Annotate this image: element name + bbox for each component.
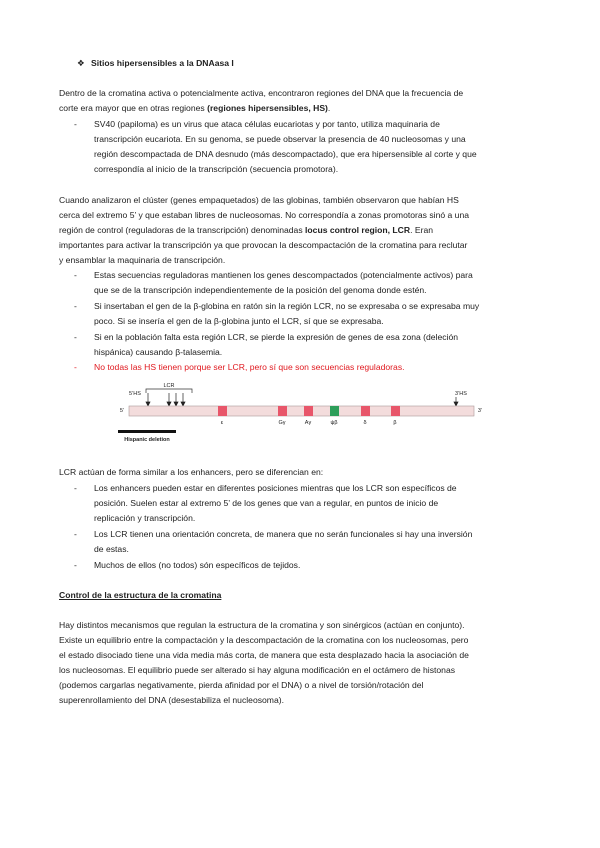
gene-label: ε	[220, 420, 224, 426]
list-item-line-highlighted: No todas las HS tienen porque ser LCR, pero sí que son secuencias reguladoras.	[94, 362, 405, 372]
chromosome-bar	[129, 406, 474, 416]
hs5-label: 5’HS	[129, 391, 141, 397]
dash-bullet: -	[74, 119, 77, 129]
list-item-line: Si en la población falta esta región LCR, se pierde la expresión de genes de esa zona (deleción	[94, 332, 459, 342]
list-item-line: de estas.	[94, 544, 129, 554]
hispanic-deletion-bar	[118, 430, 176, 433]
dash-bullet: -	[74, 301, 77, 311]
lcr-label: LCR	[163, 383, 175, 389]
gene-label: Gγ	[278, 420, 286, 426]
diamond-bullet-icon: ❖	[77, 58, 85, 68]
dash-bullet: -	[74, 529, 77, 539]
list-item-line: replicación y transcripción.	[94, 513, 196, 523]
lcr-bracket	[146, 389, 192, 393]
gene-beta	[391, 406, 400, 416]
gene-g-gamma	[278, 406, 287, 416]
paragraph-line: Cuando analizaron el clúster (genes empaquetados) de las globinas, también observaron que habían HS	[59, 195, 459, 205]
dash-bullet: -	[74, 560, 77, 570]
paragraph-line: Hay distintos mecanismos que regulan la estructura de la cromatina y son sinérgicos (actúan en conjunto).	[59, 620, 465, 630]
gene-epsilon	[218, 406, 227, 416]
paragraph-line: corte era mayor que en otras regiones (regiones hipersensibles, HS).	[59, 103, 331, 113]
section-heading: Sitios hipersensibles a la DNAasa I	[91, 58, 234, 68]
dash-bullet: -	[74, 270, 77, 280]
section-heading: Control de la estructura de la cromatina	[59, 590, 222, 600]
gene-label: δ	[363, 420, 367, 426]
dash-bullet: -	[74, 483, 77, 493]
dash-bullet: -	[74, 362, 77, 372]
paragraph-line: y ensamblar la maquinaria de transcripción.	[59, 255, 226, 265]
gene-a-gamma	[304, 406, 313, 416]
paragraph-line: (podemos cargarlas negativamente, pierda afinidad por el DNA) o a nivel de torsión/rotación del	[59, 680, 424, 690]
list-item-line: transcripción eucariota. En su genoma, se puede observar la presencia de 40 nucleosomas y una	[94, 134, 466, 144]
paragraph-line: LCR actúan de forma similar a los enhancers, pero se diferencian en:	[59, 467, 324, 477]
list-item-line: Muchos de ellos (no todos) són específicos de tejidos.	[94, 560, 301, 570]
gene-label: Aγ	[304, 420, 312, 426]
list-item-line: Los enhancers pueden estar en diferentes posiciones mientras que los LCR son específicos de	[94, 483, 457, 493]
list-item-line: que se de la transcripción independientemente de la posición del genoma donde estén.	[94, 285, 427, 295]
list-item-line: posición. Suelen estar al extremo 5’ de los genes que van a regular, en puntos de inicio de	[94, 498, 439, 508]
hispanic-deletion-label: Hispanic deletion	[124, 437, 170, 443]
gene-delta	[361, 406, 370, 416]
globin-locus-diagram	[110, 380, 500, 444]
dash-bullet: -	[74, 332, 77, 342]
paragraph-line: importantes para activar la transcripción ya que provocan la descompactación de la cromatina para reclutar	[59, 240, 468, 250]
list-item-line: SV40 (papiloma) es un virus que ataca células eucariotas y por tanto, utiliza maquinaria de	[94, 119, 440, 129]
paragraph-line: cerca del extremo 5’ y que estaban libres de nucleosomas. No correspondía a zonas promotoras sinó a una	[59, 210, 470, 220]
list-item-line: Los LCR tienen una orientación concreta, de manera que no serán funcionales si hay una inversión	[94, 529, 473, 539]
paragraph-line: Existe un equilibrio entre la compactación y la descompactación de la cromatina con los nucleosomas, pero	[59, 635, 469, 645]
list-item-line: hispánica) causando β-talasemia.	[94, 347, 223, 357]
list-item-line: Si insertaban el gen de la β-globina en ratón sin la región LCR, no se expresaba o se expresaba muy	[94, 301, 480, 311]
end3-label: 3’	[477, 408, 483, 414]
paragraph-line: Dentro de la cromatina activa o potencialmente activa, encontraron regiones del DNA que la frecuencia de	[59, 88, 464, 98]
end5-label: 5’	[119, 408, 125, 414]
paragraph-line: región de control (reguladoras de la transcripción) denominadas locus control region, LCR. Eran	[59, 225, 434, 235]
hs-arrows	[146, 393, 458, 406]
list-item-line: correspondía al inicio de la transcripción (secuencia promotora).	[94, 164, 339, 174]
paragraph-line: el estado disociado tiene una vida media más corta, de manera que esta desplazado hacia la asociación de	[59, 650, 469, 660]
list-item-line: poco. Si se insería el gen de la β-globina junto el LCR, sí que se expresaba.	[94, 316, 384, 326]
gene-psi-beta	[330, 406, 339, 416]
gene-label: β	[393, 420, 397, 426]
paragraph-line: superenrollamiento del DNA (desestabiliza el nucleosoma).	[59, 695, 284, 705]
list-item-line: Estas secuencias reguladoras mantienen los genes descompactados (potencialmente activos) para	[94, 270, 473, 280]
hs3-label: 3’HS	[455, 391, 467, 397]
gene-label: ψβ	[330, 420, 338, 426]
paragraph-line: los nucleosomas. El equilibrio puede ser alterado si hay alguna modificación en el octámero de histonas	[59, 665, 456, 675]
list-item-line: región descompactada de DNA desnudo (más descompactado), que era hipersensible al corte y que	[94, 149, 477, 159]
